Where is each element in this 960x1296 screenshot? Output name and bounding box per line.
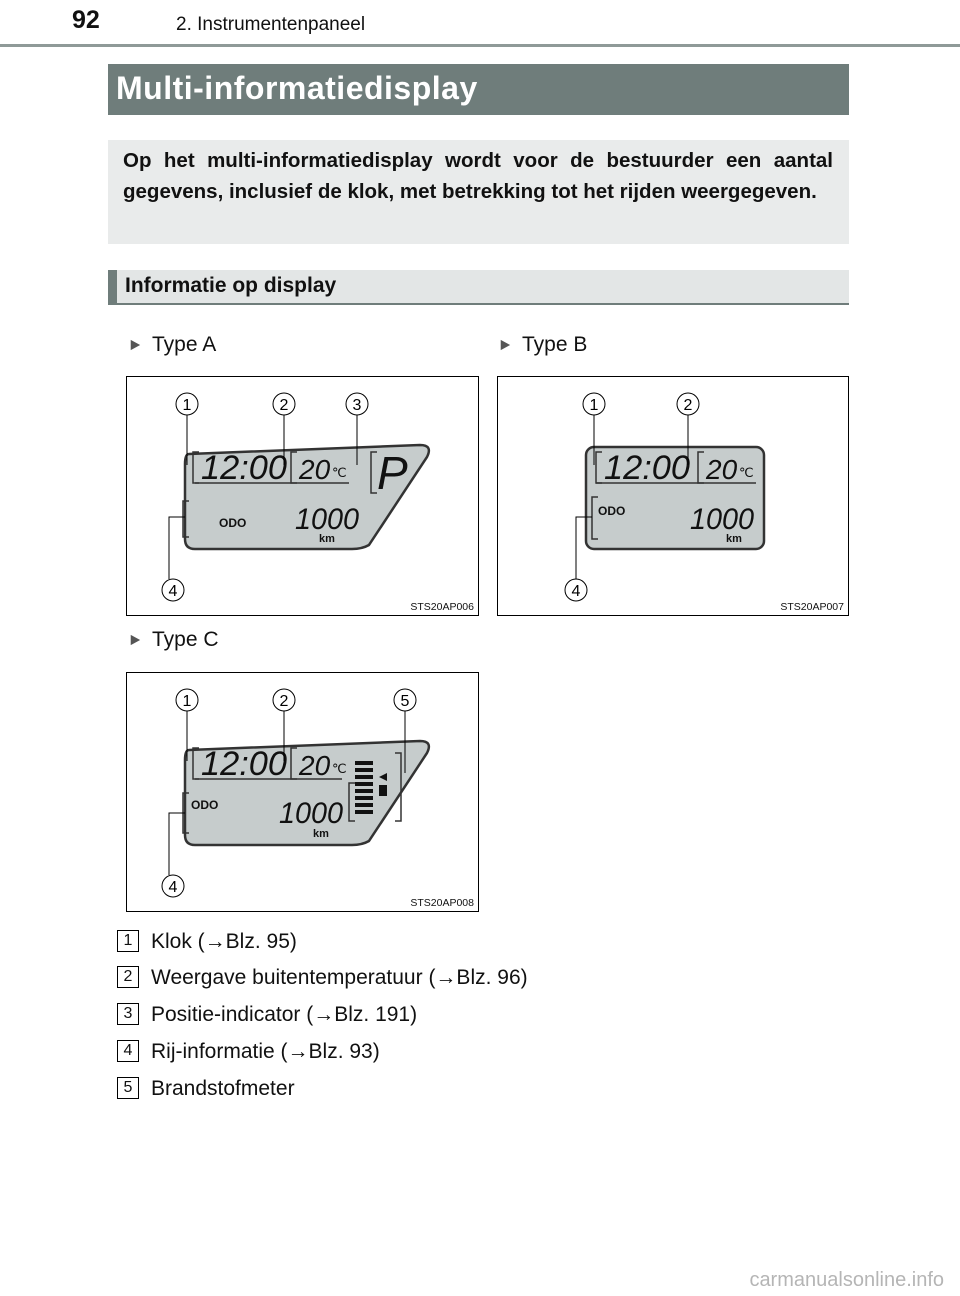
callout-5-number: 5 — [400, 693, 410, 710]
callout-2-number: 2 — [683, 397, 693, 414]
clock-readout: 12:00 — [201, 745, 288, 783]
legend-text: Positie-indicator (→Blz. 191) — [151, 1003, 418, 1026]
legend-number: 4 — [117, 1040, 139, 1062]
callout-1-number: 1 — [589, 397, 599, 414]
temp-unit: ℃ — [739, 465, 754, 480]
odo-unit: km — [313, 828, 329, 840]
callout-2-number: 2 — [279, 693, 289, 710]
type-a-label — [128, 333, 216, 357]
temp-readout: 20 — [299, 454, 331, 485]
temp-readout: 20 — [706, 454, 738, 485]
temp-unit: ℃ — [332, 465, 347, 480]
header-rule — [0, 44, 960, 47]
callout-4-number: 4 — [168, 879, 178, 896]
figure-code: STS20AP006 — [410, 601, 474, 613]
callout-1-number: 1 — [182, 397, 192, 414]
triangle-bullet-icon — [128, 634, 142, 646]
triangle-bullet-icon — [128, 339, 142, 351]
legend-number: 2 — [117, 966, 139, 988]
temp-readout: 20 — [299, 750, 331, 781]
clock-readout: 12:00 — [201, 449, 288, 487]
intro-box: Op het multi-informatiedisplay wordt voor de bestuurder een aantal gegevens, inclusief de klok, met betrekking tot het rijden weergegeven. — [108, 140, 849, 244]
legend-text: Klok (→Blz. 95) — [151, 930, 297, 953]
figure-code: STS20AP008 — [410, 897, 474, 909]
page-title: Multi-informatiedisplay — [108, 64, 849, 115]
legend-number: 1 — [117, 930, 139, 952]
type-b-label — [498, 333, 587, 357]
figure-type-b — [497, 376, 849, 616]
odo-label: ODO — [598, 504, 626, 518]
type-c-text: Type C — [152, 628, 219, 651]
type-b-text: Type B — [522, 333, 588, 356]
type-a-text: Type A — [152, 333, 217, 356]
odo-readout: 1000 — [690, 503, 755, 536]
figure-type-a — [126, 376, 479, 616]
callout-1-number: 1 — [182, 693, 192, 710]
type-c-label — [128, 628, 219, 652]
odo-readout: 1000 — [295, 503, 360, 536]
gear-indicator: P — [377, 447, 408, 499]
triangle-bullet-icon — [498, 339, 512, 351]
odo-unit: km — [319, 533, 335, 545]
legend-text: Brandstofmeter — [151, 1077, 295, 1100]
callout-4-number: 4 — [168, 583, 178, 600]
page-number: 92 — [72, 6, 100, 34]
odo-label: ODO — [191, 798, 219, 812]
legend-text: Weergave buitentemperatuur (→Blz. 96) — [151, 966, 528, 989]
legend-text: Rij-informatie (→Blz. 93) — [151, 1040, 380, 1063]
callout-3-number: 3 — [352, 397, 362, 414]
figure-code: STS20AP007 — [780, 601, 844, 613]
callout-4-number: 4 — [571, 583, 581, 600]
odo-unit: km — [726, 533, 742, 545]
legend-number: 3 — [117, 1003, 139, 1025]
fuel-pump-icon — [379, 785, 387, 796]
figure-type-c — [126, 672, 479, 912]
watermark: carmanualsonline.info — [749, 1269, 944, 1291]
odo-readout: 1000 — [279, 797, 344, 830]
odo-label: ODO — [219, 516, 247, 530]
clock-readout: 12:00 — [604, 449, 691, 487]
legend-number: 5 — [117, 1077, 139, 1099]
temp-unit: ℃ — [332, 761, 347, 776]
callout-2-number: 2 — [279, 397, 289, 414]
section-heading: Informatie op display — [108, 270, 849, 305]
running-head: 2. Instrumentenpaneel — [176, 14, 366, 35]
